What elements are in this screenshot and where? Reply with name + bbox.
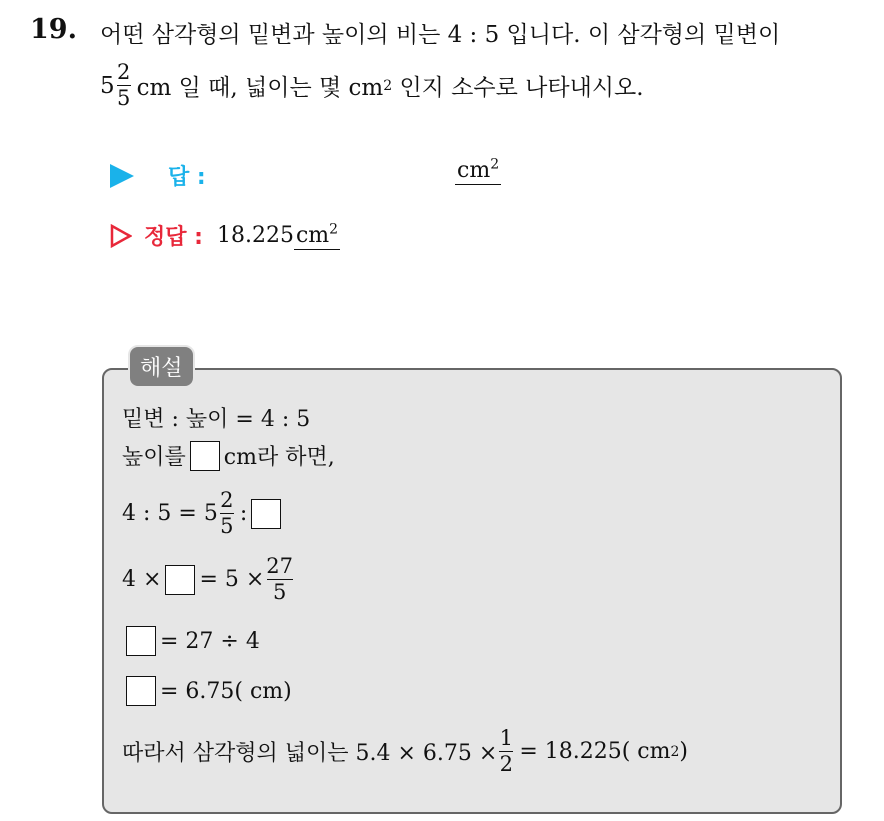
l4-denominator: 5 <box>272 580 287 604</box>
correct-value: 18.225 <box>216 223 294 248</box>
correct-value-group <box>217 223 340 248</box>
question-number: 19. <box>30 14 77 45</box>
solution-l7-c: ) <box>679 739 689 764</box>
base-fraction <box>117 62 131 109</box>
answer-label: 답 : <box>168 165 206 190</box>
solution-l3-b: : <box>239 501 248 526</box>
solution-ratio: 밑변 : 높이 = 4 : 5 <box>122 407 311 432</box>
answer-input[interactable] <box>455 158 501 185</box>
blank-box <box>165 565 195 595</box>
outline-triangle-icon <box>110 224 132 248</box>
question-tail-a: cm 일 때, 넓이는 몇 cm <box>136 75 384 101</box>
base-numerator: 2 <box>116 60 131 84</box>
solution-l4-b: = 5 × <box>199 567 265 592</box>
blank-box <box>190 441 220 471</box>
correct-unit: cm <box>295 223 330 248</box>
solution-line-4 <box>122 556 299 603</box>
l3-numerator: 2 <box>220 488 234 512</box>
solution-l4-fraction <box>266 556 293 603</box>
l4-numerator: 27 <box>266 554 294 578</box>
l7-numerator: 1 <box>499 726 514 750</box>
play-triangle-icon <box>110 164 134 188</box>
blank-box <box>126 676 156 706</box>
solution-l2-a: 높이를 <box>122 445 186 470</box>
question-tail-b: 인지 소수로 나타내시오. <box>399 75 644 101</box>
base-denominator: 5 <box>116 86 131 110</box>
solution-l7-b: = 18.225( cm <box>519 739 671 764</box>
solution-line-2 <box>122 440 335 471</box>
solution-l4-a: 4 × <box>122 567 162 592</box>
answer-unit: cm <box>457 158 491 183</box>
question-text-line1: 어떤 삼각형의 밑변과 높이의 비는 4 : 5 입니다. 이 삼각형의 밑변이 <box>100 22 781 48</box>
solution-l6: = 6.75( cm) <box>160 678 292 704</box>
solution-line-6 <box>122 676 292 706</box>
answer-unit-sup: 2 <box>490 156 500 173</box>
correct-unit-wrap <box>294 223 340 250</box>
correct-unit-sup: 2 <box>329 221 339 238</box>
l3-denominator: 5 <box>220 514 234 538</box>
explanation-tag: 해설 <box>128 345 195 388</box>
blank-box <box>126 626 156 656</box>
answer-row <box>110 160 206 191</box>
question-text-line2: 5 $\frac{2}{5}$ cm 일 때, 넓이는 몇 cm 2 인지 소수로 나타내시오. <box>100 60 644 110</box>
solution-l7-fraction <box>499 728 513 775</box>
solution-line-5 <box>122 626 260 656</box>
solution-l3-a: 4 : 5 = 5 <box>122 501 218 526</box>
correct-answer-row <box>110 220 340 251</box>
solution-l2-b: cm라 하면, <box>223 445 335 470</box>
solution-line-3 <box>122 490 285 537</box>
correct-label: 정답 : <box>144 225 203 250</box>
l7-denominator: 2 <box>499 752 514 776</box>
base-whole: 5 <box>100 72 115 99</box>
solution-line-7: 따라서 삼각형의 넓이는 5.4 × 6.75 × $\frac{1}{2}$ = 18.225( cm 2 ) <box>122 726 689 776</box>
solution-line-1 <box>122 402 310 433</box>
solution-l5: = 27 ÷ 4 <box>160 628 260 654</box>
solution-l3-fraction <box>220 490 234 537</box>
solution-l7-a: 따라서 삼각형의 넓이는 5.4 × 6.75 × <box>122 741 498 766</box>
blank-box <box>251 499 281 529</box>
